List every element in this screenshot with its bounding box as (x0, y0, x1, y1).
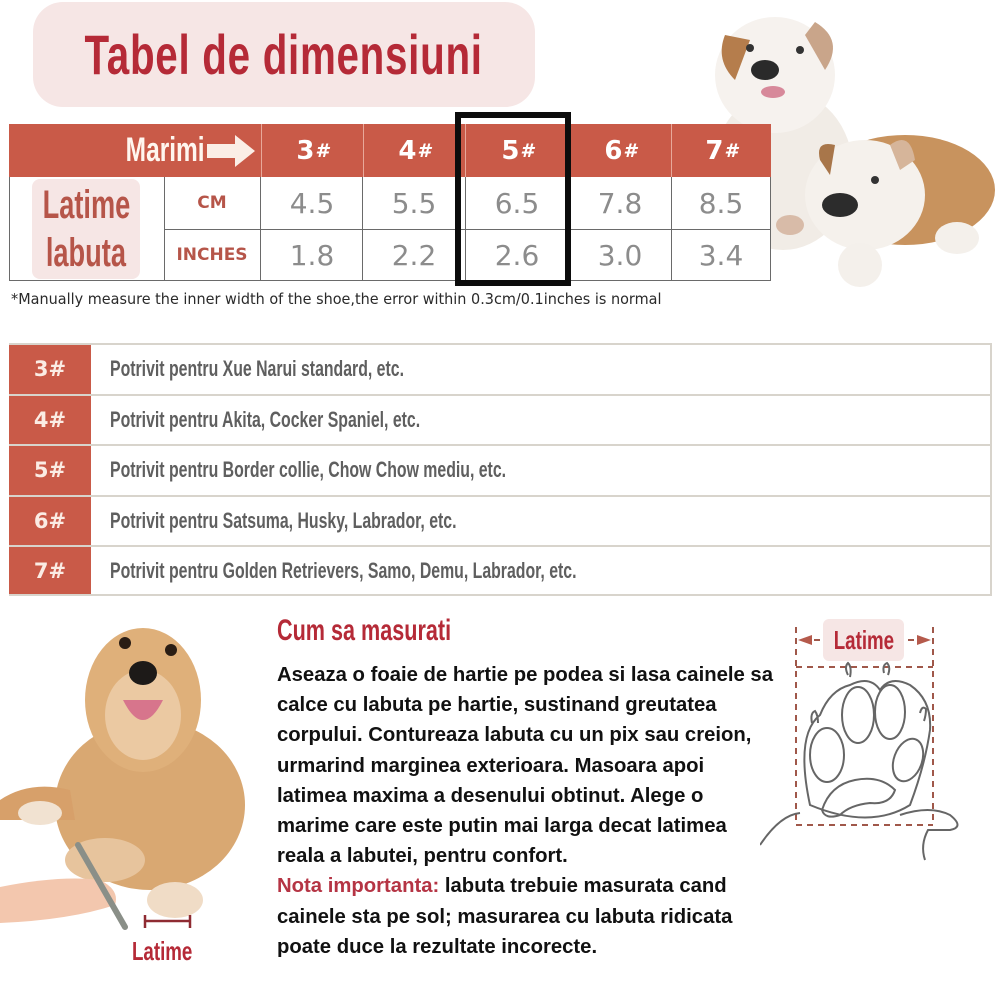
unit-cm: CM (197, 193, 227, 213)
golden-retriever-photo-icon (0, 605, 270, 935)
breed-description: Potrivit pentru Xue Narui standard, etc. (110, 356, 404, 382)
highlighted-size-column (455, 112, 571, 286)
cm-value-7: 8.5 (698, 186, 744, 220)
inch-value-4: 2.2 (391, 238, 437, 272)
size-header-6: 6 # (569, 124, 671, 177)
inch-value-3: 1.8 (289, 238, 335, 272)
marimi-label: Marimi (126, 131, 205, 169)
size-header-3: 3 # (261, 124, 363, 177)
cm-value-3: 4.5 (289, 186, 335, 220)
paw-width-label: Latime (833, 624, 894, 655)
breed-size-label: 7# (9, 547, 91, 594)
breed-size-label: 5# (9, 446, 91, 495)
sizes-header-label (9, 124, 261, 177)
instructions-text: Aseaza o foaie de hartie pe podea si lasa cainele sa calce cu labuta pe hartie, sustinand greutatea corpului. Contureaza labuta cu un pix sau creion, urmarind marginea exterioara. Masoara apoi latimea maxima a desenului obtinut. Alege o marime care este putin mai larga decat latimea reala a labutei, pentru confort. (277, 664, 773, 868)
breed-description: Potrivit pentru Akita, Cocker Spaniel, etc. (110, 406, 421, 432)
paw-width-label-box (823, 619, 904, 661)
breed-description: Potrivit pentru Golden Retrievers, Samo, Demu, Labrador, etc. (110, 557, 577, 583)
important-note-text: labuta trebuie masurata cand cainele sta pe sol; masurarea cu labuta ridicata poate duce la rezultate incorecte. (277, 875, 733, 958)
size-header-7: 7 # (671, 124, 771, 177)
inch-value-5: 2.6 (494, 238, 540, 272)
breed-description: Potrivit pentru Satsuma, Husky, Labrador, etc. (110, 508, 457, 534)
labuta-label: labuta (45, 231, 127, 275)
arrow-right-icon (205, 133, 257, 169)
breed-row (9, 495, 992, 546)
breed-size-label: 6# (9, 497, 91, 546)
breed-description: Potrivit pentru Border collie, Chow Chow mediu, etc. (110, 457, 507, 483)
breed-row (9, 343, 992, 394)
latime-label: Latime (42, 183, 130, 227)
size-header-4: 4 # (363, 124, 465, 177)
page-title: Tabel de dimensiuni (84, 23, 484, 86)
inch-value-7: 3.4 (698, 238, 744, 272)
cm-value-5: 6.5 (494, 186, 540, 220)
measurement-note: *Manually measure the inner width of the shoe,the error within 0.3cm/0.1inches is normal (11, 290, 662, 308)
dog-width-caption: Latime (132, 936, 193, 966)
breed-row (9, 394, 992, 445)
cm-value-6: 7.8 (597, 186, 643, 220)
important-note-label: Nota importanta: (277, 875, 440, 898)
breed-size-label: 3# (9, 345, 91, 394)
title-banner (33, 2, 535, 107)
how-to-measure-instructions (277, 660, 777, 962)
cm-value-4: 5.5 (391, 186, 437, 220)
inch-value-6: 3.0 (597, 238, 643, 272)
breed-size-label: 4# (9, 396, 91, 445)
paw-width-label-box (32, 179, 140, 279)
unit-inches: INCHES (176, 245, 248, 265)
breed-size-table (9, 343, 992, 596)
size-chart-table (9, 124, 771, 281)
how-to-measure-title: Cum sa masurati (277, 614, 452, 647)
breed-row (9, 545, 992, 596)
breed-row (9, 444, 992, 495)
size-header-5: 5 # (465, 124, 569, 177)
